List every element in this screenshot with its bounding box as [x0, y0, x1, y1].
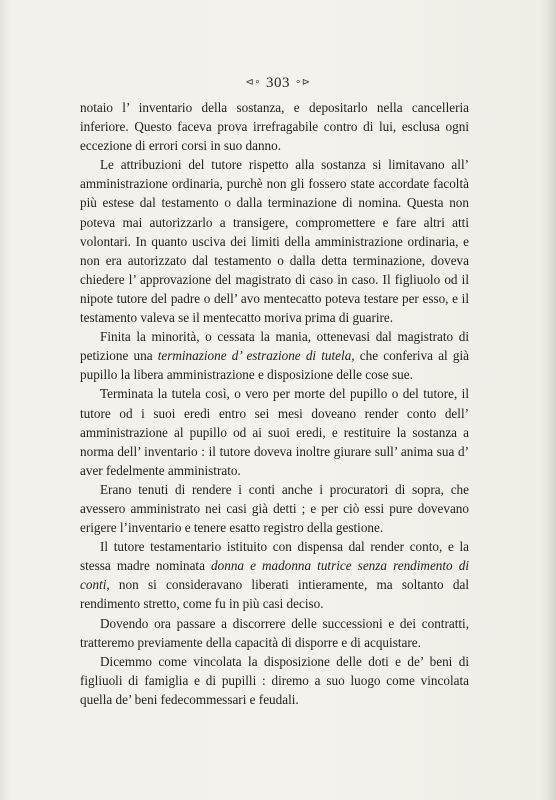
body-text: [80, 98, 469, 709]
text-run: Finita la minorità, o cessata la mania, ottenevasi dal magistrato di petizione una: [80, 329, 469, 364]
paragraph: [80, 652, 469, 709]
text-run: Dovendo ora passare a discorrere delle successioni e dei contratti, tratteremo previamente della capacità di disporre e di acquistare.: [80, 615, 469, 650]
italic-phrase: terminazione d’ estrazione di tutela,: [157, 348, 355, 364]
paragraph: [80, 480, 469, 537]
text-run: Il tutore testamentario istituito con dispensa dal render conto, e la stessa madre nominata: [80, 539, 469, 574]
text-run: Erano tenuti di rendere i conti anche i procuratori di sopra, che avessero amministrato nei casi già detti ; e per ciò essi pure dovevano erigere l’inventario e tenere esatto registro della gestione.: [80, 481, 469, 536]
italic-phrase: donna e madonna tutrice senza rendimento di conti,: [80, 558, 469, 593]
page-header: [0, 75, 556, 92]
text-run: che conferiva al già pupillo la libera amministrazione e disposizione delle cose sue.: [80, 348, 469, 383]
ornament-left-icon: ⊲∘: [245, 77, 261, 88]
text-run: non si consideravano liberati intieramente, ma soltanto dal rendimento stretto, come fu in più casi deciso.: [80, 577, 469, 612]
page-edge-shadow: [546, 0, 556, 800]
page-number: 303: [266, 75, 290, 91]
ornament-right-icon: ∘⊳: [295, 77, 311, 88]
paragraph: [80, 155, 469, 327]
text-run: Terminata la tutela così, o vero per morte del pupillo o del tutore, il tutore od i suoi eredi entro sei mesi doveano render conto dell’ amministrazione al pupillo od ai suoi eredi, e restituire la sostanza a norma dell’ inventario : il tutore doveva inoltre giurare sull’ anima sua d’ aver fedelmente amministrato.: [80, 386, 469, 478]
text-run: Le attribuzioni del tutore rispetto alla sostanza si limitavano all’ amministrazione ordinaria, purchè non gli fossero state accordate facoltà più estese dal testamento o dalla terminazione di nomina. Questa non poteva mai autorizzarlo a transigere, compromettere e fare altri atti volontari. In quanto usciva dei limiti della amministrazione ordinaria, e non era autorizzato dal testamento o dalla detta terminazione, doveva chiedere l’ approvazione del magistrato di caso in caso. Il figliuolo od il nipote tutore del padre o dell’ avo mentecatto poteva testare per esso, e il testamento valeva se il mentecatto moriva prima di guarire.: [80, 157, 469, 326]
paragraph: [80, 384, 469, 479]
paragraph: [80, 98, 469, 155]
paragraph: [80, 327, 469, 384]
text-run: notaio l’ inventario della sostanza, e depositarlo nella cancelleria inferiore. Questo faceva prova irrefragabile contro di lui, esclusa ogni eccezione di errori corsi in suo danno.: [80, 100, 469, 154]
text-run: Dicemmo come vincolata la disposizione delle doti e de’ beni di figliuoli di famiglia e di pupilli : diremo a suo luogo come vincolata quella de’ beni fedecommessari e feudali.: [80, 653, 469, 707]
paragraph: [80, 537, 469, 613]
paragraph: [80, 614, 469, 652]
